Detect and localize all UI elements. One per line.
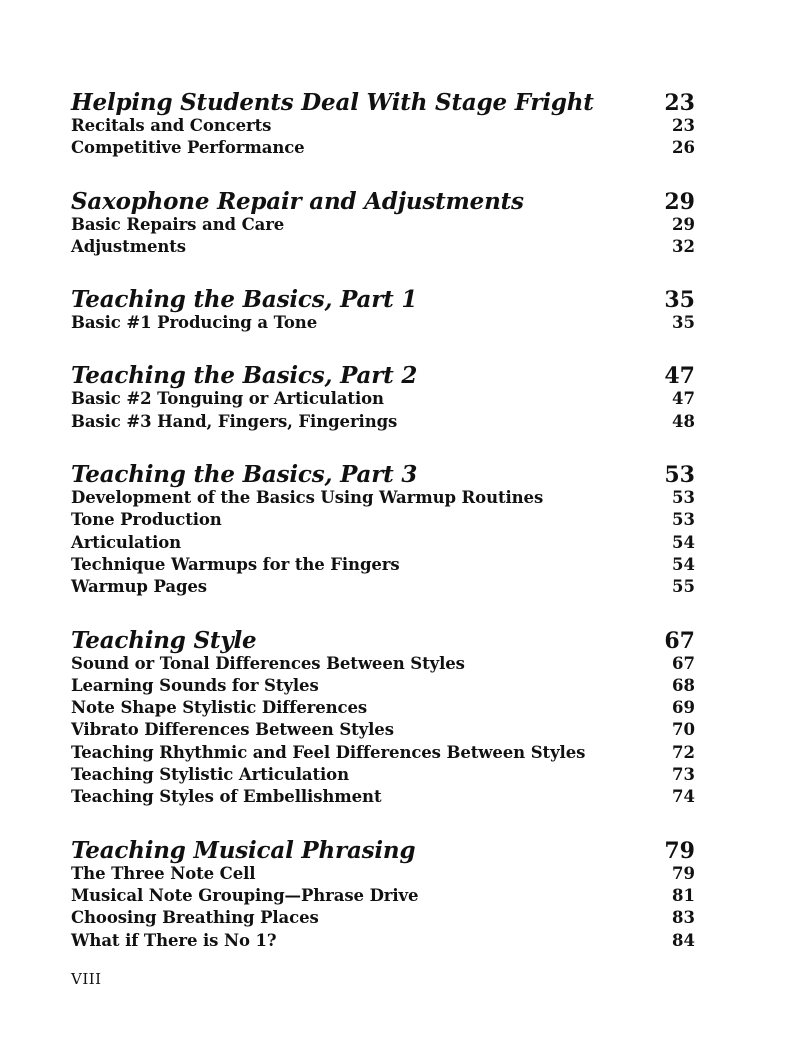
- subsection-title: Choosing Breathing Places: [71, 908, 319, 928]
- chapter-title: Teaching Musical Phrasing: [71, 836, 416, 864]
- subsection-page-number: 54: [672, 554, 695, 574]
- subsection-title: Recitals and Concerts: [71, 116, 272, 135]
- subsection-entry[interactable]: [71, 555, 695, 577]
- subsection-title: Basic #3 Hand, Fingers, Fingerings: [71, 411, 398, 431]
- chapter-title: Helping Students Deal With Stage Fright: [71, 89, 594, 116]
- subsection-page-number: 53: [672, 510, 695, 530]
- subsection-page-number: 29: [672, 214, 695, 234]
- subsection-entry[interactable]: [71, 720, 695, 742]
- subsection-page-number: 79: [672, 863, 695, 883]
- subsection-entry[interactable]: [71, 215, 695, 237]
- subsection-page-number: 35: [672, 313, 695, 333]
- chapter-title: Teaching the Basics, Part 1: [71, 286, 418, 314]
- chapter-entry[interactable]: [71, 283, 695, 313]
- chapter-page-number: 47: [664, 363, 695, 390]
- subsection-entry[interactable]: [71, 787, 695, 809]
- subsection-title: Tone Production: [71, 510, 222, 530]
- table-of-contents: [71, 86, 695, 977]
- subsection-entry[interactable]: [71, 138, 695, 160]
- subsection-entry[interactable]: [71, 389, 695, 411]
- subsection-entry[interactable]: [71, 313, 695, 335]
- subsection-page-number: 23: [672, 116, 695, 135]
- toc-section: [71, 624, 695, 810]
- subsection-entry[interactable]: [71, 743, 695, 765]
- subsection-title: What if There is No 1?: [71, 930, 277, 950]
- subsection-title: Technique Warmups for the Fingers: [71, 554, 400, 574]
- chapter-entry[interactable]: [71, 458, 695, 488]
- subsection-entry[interactable]: [71, 412, 695, 434]
- subsection-title: Articulation: [71, 532, 182, 552]
- chapter-page-number: 23: [664, 90, 695, 116]
- subsection-entry[interactable]: [71, 654, 695, 676]
- page-number: VIII: [71, 970, 102, 988]
- subsection-title: Teaching Styles of Embellishment: [71, 787, 382, 807]
- subsection-page-number: 73: [672, 765, 695, 785]
- subsection-page-number: 54: [672, 532, 695, 552]
- subsection-page-number: 70: [672, 720, 695, 740]
- toc-section: [71, 834, 695, 953]
- subsection-title: Development of the Basics Using Warmup Routines: [71, 488, 544, 508]
- chapter-page-number: 79: [664, 837, 695, 864]
- subsection-page-number: 69: [672, 698, 695, 718]
- toc-section: [71, 359, 695, 434]
- toc-section: [71, 458, 695, 599]
- subsection-page-number: 74: [672, 787, 695, 807]
- subsection-page-number: 72: [672, 742, 695, 762]
- chapter-entry[interactable]: [71, 624, 695, 654]
- subsection-page-number: 32: [672, 236, 695, 256]
- subsection-title: Teaching Rhythmic and Feel Differences Between Styles: [71, 742, 586, 762]
- subsection-entry[interactable]: [71, 237, 695, 259]
- subsection-title: Teaching Stylistic Articulation: [71, 765, 349, 785]
- subsection-page-number: 68: [672, 675, 695, 695]
- subsection-title: Sound or Tonal Differences Between Styles: [71, 653, 465, 673]
- subsection-title: Note Shape Stylistic Differences: [71, 698, 368, 718]
- subsection-title: Basic Repairs and Care: [71, 214, 285, 234]
- chapter-page-number: 67: [664, 627, 695, 654]
- subsection-entry[interactable]: [71, 488, 695, 510]
- subsection-page-number: 67: [672, 653, 695, 673]
- chapter-page-number: 29: [664, 188, 695, 215]
- subsection-title: Warmup Pages: [71, 577, 207, 597]
- subsection-page-number: 83: [672, 908, 695, 928]
- subsection-entry[interactable]: [71, 533, 695, 555]
- subsection-title: The Three Note Cell: [71, 863, 256, 883]
- chapter-title: Teaching Style: [71, 626, 257, 654]
- subsection-page-number: 47: [672, 389, 695, 409]
- chapter-title: Saxophone Repair and Adjustments: [71, 187, 524, 215]
- subsection-entry[interactable]: [71, 864, 695, 886]
- toc-section: [71, 283, 695, 335]
- subsection-page-number: 53: [672, 488, 695, 508]
- subsection-title: Basic #2 Tonguing or Articulation: [71, 389, 384, 409]
- subsection-title: Learning Sounds for Styles: [71, 675, 319, 695]
- toc-section: [71, 185, 695, 260]
- subsection-entry[interactable]: [71, 931, 695, 953]
- chapter-entry[interactable]: [71, 185, 695, 215]
- chapter-title: Teaching the Basics, Part 3: [71, 461, 418, 489]
- chapter-entry[interactable]: [71, 359, 695, 389]
- chapter-entry[interactable]: [71, 86, 695, 116]
- chapter-page-number: 35: [664, 287, 695, 314]
- subsection-entry[interactable]: [71, 908, 695, 930]
- subsection-title: Basic #1 Producing a Tone: [71, 313, 318, 333]
- subsection-entry[interactable]: [71, 116, 695, 138]
- subsection-title: Adjustments: [71, 236, 186, 256]
- chapter-page-number: 53: [664, 462, 695, 489]
- subsection-title: Competitive Performance: [71, 138, 305, 158]
- subsection-title: Vibrato Differences Between Styles: [71, 720, 394, 740]
- subsection-entry[interactable]: [71, 676, 695, 698]
- subsection-page-number: 84: [672, 930, 695, 950]
- subsection-entry[interactable]: [71, 886, 695, 908]
- toc-section: [71, 86, 695, 161]
- chapter-title: Teaching the Basics, Part 2: [71, 362, 418, 390]
- subsection-entry[interactable]: [71, 765, 695, 787]
- subsection-entry[interactable]: [71, 510, 695, 532]
- subsection-entry[interactable]: [71, 698, 695, 720]
- subsection-page-number: 81: [672, 885, 695, 905]
- subsection-entry[interactable]: [71, 577, 695, 599]
- subsection-title: Musical Note Grouping—Phrase Drive: [71, 885, 419, 905]
- subsection-page-number: 55: [672, 577, 695, 597]
- subsection-page-number: 26: [672, 138, 695, 158]
- subsection-page-number: 48: [672, 411, 695, 431]
- chapter-entry[interactable]: [71, 834, 695, 864]
